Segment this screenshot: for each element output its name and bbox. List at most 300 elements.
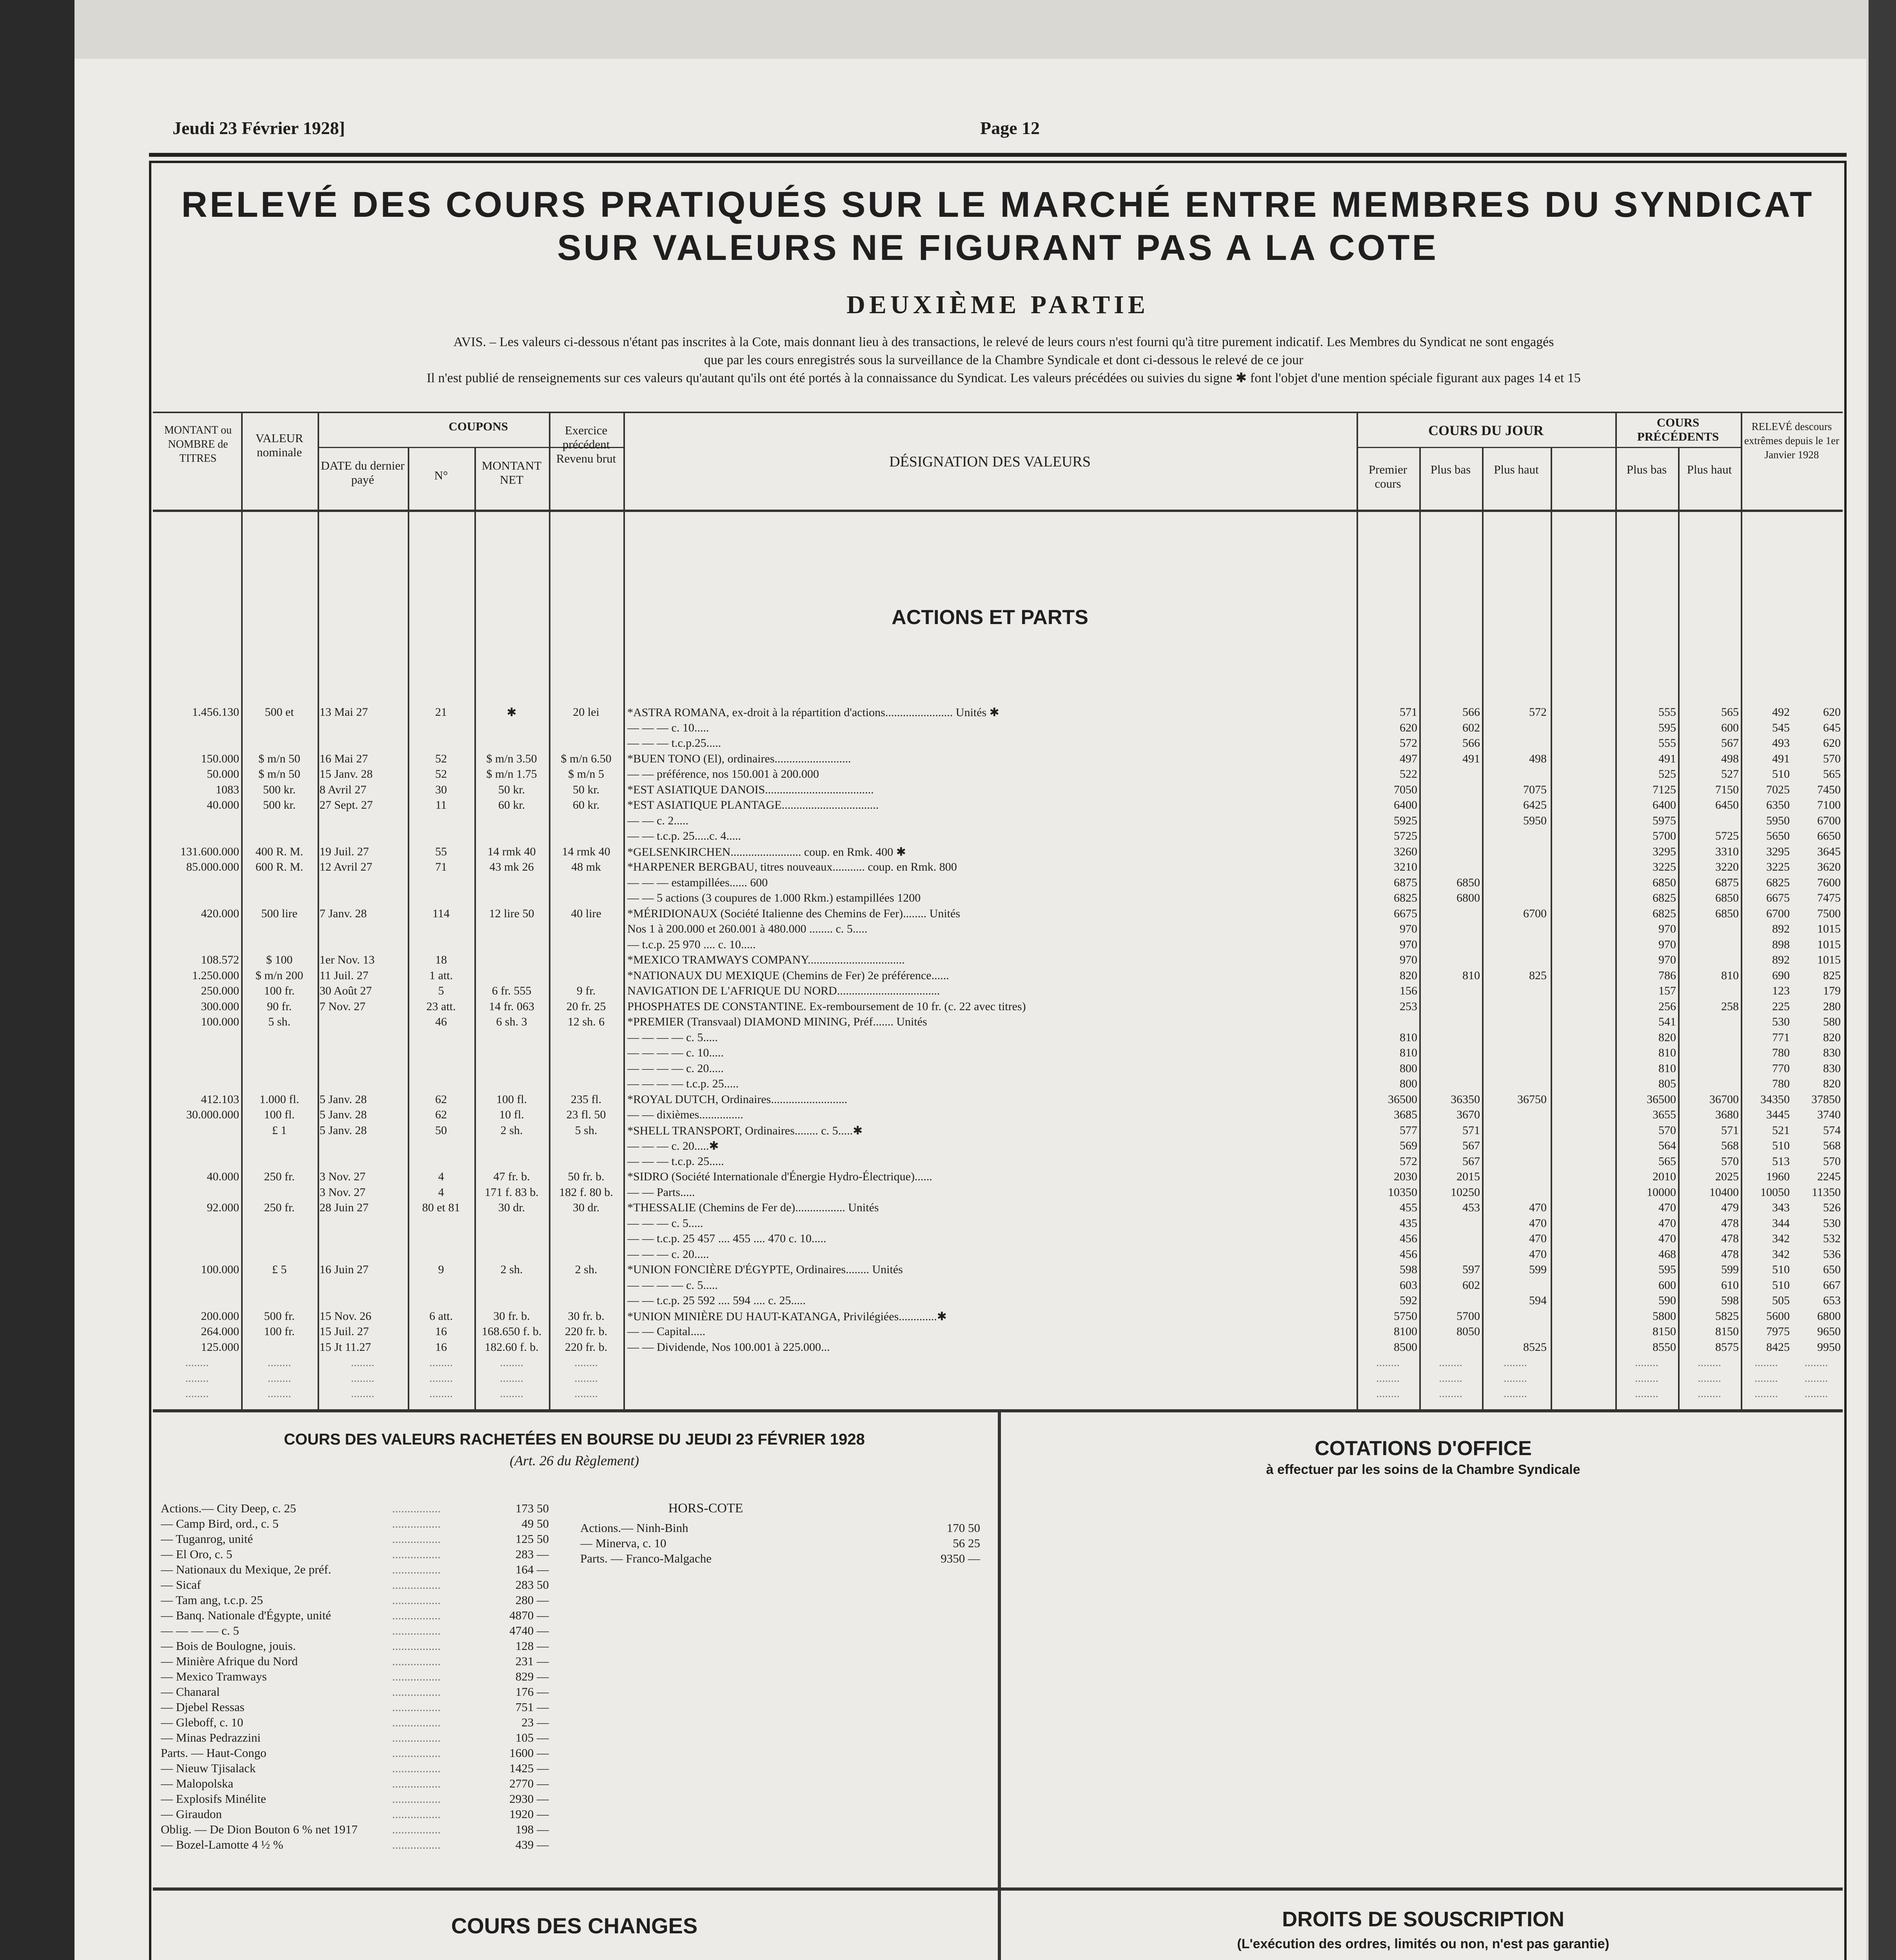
cell-releve-haut: 9950 bbox=[1817, 1340, 1841, 1354]
cell-filler: ........ bbox=[351, 1387, 374, 1400]
col-rule bbox=[318, 412, 319, 1409]
cell-designation: *GELSENKIRCHEN........................ coup. en Rmk. 400 ✱ bbox=[627, 845, 906, 858]
cell-plus-bas: 8050 bbox=[1457, 1325, 1480, 1338]
cell-plus-bas: 3670 bbox=[1457, 1108, 1480, 1121]
rachetee-name: — Banq. Nationale d'Égypte, unité bbox=[161, 1608, 331, 1622]
cell-plus-bas: 810 bbox=[1462, 969, 1480, 982]
cell-prec-bas: 6825 bbox=[1653, 907, 1676, 920]
cell-no: 23 att. bbox=[426, 1000, 456, 1013]
cell-releve-haut: 1015 bbox=[1817, 922, 1841, 935]
cell-designation: — — — c. 20.....✱ bbox=[627, 1140, 719, 1152]
cell-prec-bas: 810 bbox=[1658, 1046, 1676, 1059]
cell-date: 15 Nov. 26 bbox=[320, 1309, 372, 1323]
rachetee-dots: ................ bbox=[392, 1517, 441, 1530]
rachetee-value: 164 — bbox=[515, 1563, 549, 1576]
cell-prec-haut: 6850 bbox=[1715, 907, 1739, 920]
rachetee-value: 283 50 bbox=[515, 1578, 549, 1592]
cell-exercice: 14 rmk 40 bbox=[562, 845, 610, 858]
cell-releve-haut: 7500 bbox=[1817, 907, 1841, 920]
cell-plus-haut: 470 bbox=[1529, 1216, 1547, 1230]
cell-filler: ........ bbox=[1376, 1356, 1400, 1369]
header-rule bbox=[149, 153, 1847, 157]
rachetee-dots: ................ bbox=[392, 1822, 441, 1836]
cell-prec-bas: 470 bbox=[1658, 1201, 1676, 1214]
cell-releve-bas: 521 bbox=[1772, 1123, 1790, 1137]
cell-plus-bas: 571 bbox=[1462, 1123, 1480, 1137]
rachetee-name: — Minière Afrique du Nord bbox=[161, 1654, 298, 1668]
cell-releve-haut: 830 bbox=[1823, 1046, 1841, 1059]
cell-plus-haut: 6425 bbox=[1523, 799, 1547, 811]
cell-filler: ........ bbox=[1635, 1371, 1658, 1385]
cell-valeur: 400 R. M. bbox=[255, 845, 303, 858]
cell-releve-haut: 568 bbox=[1823, 1139, 1841, 1152]
cell-montant: 1.456.130 bbox=[192, 706, 239, 719]
cell-filler: ........ bbox=[351, 1356, 374, 1369]
cell-prec-haut: 10400 bbox=[1709, 1185, 1739, 1199]
cell-plus-bas: 36350 bbox=[1451, 1093, 1480, 1106]
cell-date: 13 Mai 27 bbox=[320, 706, 368, 719]
table-rule bbox=[153, 510, 1843, 512]
cell-exercice: 12 sh. 6 bbox=[567, 1015, 605, 1028]
cell-date: 30 Août 27 bbox=[320, 984, 372, 997]
cell-montant: 40.000 bbox=[207, 799, 239, 811]
changes-title: COURS DES CHANGES bbox=[451, 1913, 698, 1938]
rachetee-name: — Gleboff, c. 10 bbox=[161, 1715, 243, 1729]
cell-releve-bas: 6350 bbox=[1766, 799, 1790, 811]
hors-cote-name: — Minerva, c. 10 bbox=[580, 1536, 667, 1550]
cell-releve-bas: 3225 bbox=[1766, 860, 1790, 873]
cell-releve-haut: 830 bbox=[1823, 1062, 1841, 1075]
cell-montant-net: 14 rmk 40 bbox=[487, 845, 536, 858]
col-rule bbox=[1482, 447, 1484, 1409]
cell-plus-haut: 594 bbox=[1529, 1294, 1547, 1307]
cell-no: 50 bbox=[435, 1123, 447, 1137]
cell-premier: 3210 bbox=[1394, 860, 1417, 873]
cell-plus-haut: 470 bbox=[1529, 1232, 1547, 1245]
cell-prec-haut: 810 bbox=[1721, 969, 1739, 982]
cell-exercice: 50 fr. b. bbox=[568, 1170, 605, 1183]
cell-prec-bas: 786 bbox=[1658, 969, 1676, 982]
cell-montant: 420.000 bbox=[201, 907, 239, 920]
cell-premier: 820 bbox=[1400, 969, 1417, 982]
cell-prec-bas: 555 bbox=[1658, 706, 1676, 719]
cell-releve-haut: 7475 bbox=[1817, 891, 1841, 904]
cell-montant-net: 47 fr. b. bbox=[493, 1170, 530, 1183]
cell-prec-bas: 6850 bbox=[1653, 876, 1676, 889]
cell-valeur: 1.000 fl. bbox=[260, 1093, 299, 1106]
cell-premier: 3260 bbox=[1394, 845, 1417, 858]
cotations-title: COTATIONS D'OFFICE bbox=[1315, 1437, 1532, 1460]
cell-plus-bas: 10250 bbox=[1451, 1185, 1480, 1199]
cell-premier: 6675 bbox=[1394, 907, 1417, 920]
cell-designation: *BUEN TONO (El), ordinaires.......................... bbox=[627, 752, 851, 765]
rachetee-dots: ................ bbox=[392, 1761, 441, 1775]
cell-designation: — — c. 2..... bbox=[627, 814, 688, 827]
cell-prec-bas: 468 bbox=[1658, 1247, 1676, 1261]
cell-montant-net: 168.650 f. b. bbox=[481, 1325, 542, 1338]
cell-montant-net: 2 sh. bbox=[500, 1123, 523, 1137]
cell-plus-haut: 7075 bbox=[1523, 783, 1547, 796]
cell-designation: — — Parts..... bbox=[627, 1185, 695, 1199]
rachetee-dots: ................ bbox=[392, 1807, 441, 1821]
cell-plus-haut: 498 bbox=[1529, 752, 1547, 765]
cell-prec-bas: 570 bbox=[1658, 1123, 1676, 1137]
col-rule bbox=[623, 412, 625, 1409]
cell-premier: 2030 bbox=[1394, 1170, 1417, 1183]
notice-line: Il n'est publié de renseignements sur ces valeurs qu'autant qu'ils ont été portés à la connaissance du Syndicat. Les valeurs précédées ou suivies du signe ✱ font l'objet d'une mention spéciale figurant aux pages 14 et 15 bbox=[427, 371, 1581, 385]
cell-premier: 970 bbox=[1400, 938, 1417, 951]
cell-valeur: 500 kr. bbox=[263, 799, 296, 811]
cell-releve-bas: 530 bbox=[1772, 1015, 1790, 1028]
cell-releve-haut: 565 bbox=[1823, 768, 1841, 780]
cell-montant: 300.000 bbox=[201, 1000, 239, 1013]
cell-filler: ........ bbox=[1804, 1387, 1828, 1400]
cell-plus-bas: 567 bbox=[1462, 1154, 1480, 1168]
cell-prec-bas: 595 bbox=[1658, 1263, 1676, 1276]
cell-releve-bas: 491 bbox=[1772, 752, 1790, 765]
cell-prec-bas: 3295 bbox=[1653, 845, 1676, 858]
cell-releve-bas: 510 bbox=[1772, 1278, 1790, 1292]
page-title-line2: SUR VALEURS NE FIGURANT PAS A LA COTE bbox=[557, 228, 1438, 268]
cell-prec-bas: 810 bbox=[1658, 1062, 1676, 1075]
header-page-number: Page 12 bbox=[980, 118, 1040, 138]
cell-premier: 8100 bbox=[1394, 1325, 1417, 1338]
rachetee-value: 751 — bbox=[515, 1700, 549, 1714]
rachetee-dots: ................ bbox=[392, 1532, 441, 1546]
cell-exercice: 20 lei bbox=[573, 706, 599, 719]
col-rule bbox=[1741, 412, 1742, 1409]
cell-valeur: $ m/n 200 bbox=[255, 969, 303, 982]
cell-releve-haut: 3740 bbox=[1817, 1108, 1841, 1121]
cell-designation: — — — c. 10..... bbox=[627, 721, 709, 734]
cell-montant-net: 43 mk 26 bbox=[489, 860, 534, 873]
header-montant: MONTANT ou NOMBRE de TITRES bbox=[164, 424, 232, 465]
rachetee-name: — Tuganrog, unité bbox=[161, 1532, 253, 1546]
cell-prec-haut: 5825 bbox=[1715, 1309, 1739, 1323]
cell-releve-haut: 536 bbox=[1823, 1247, 1841, 1261]
cell-montant-net: $ m/n 1.75 bbox=[486, 768, 537, 780]
cell-filler: ........ bbox=[1439, 1371, 1462, 1385]
cell-filler: ........ bbox=[429, 1387, 453, 1400]
cell-date: 11 Juil. 27 bbox=[320, 969, 369, 982]
rachetee-name: — Minas Pedrazzini bbox=[161, 1731, 261, 1744]
header-releve: RELEVÉ descours extrêmes depuis le 1er Janvier 1928 bbox=[1744, 421, 1840, 461]
cell-exercice: 235 fl. bbox=[570, 1093, 602, 1106]
cell-releve-bas: 690 bbox=[1772, 969, 1790, 982]
cell-premier: 455 bbox=[1400, 1201, 1417, 1214]
cell-releve-bas: 3445 bbox=[1766, 1108, 1790, 1121]
cell-designation: *THESSALIE (Chemins de Fer de)................. Unités bbox=[627, 1201, 879, 1214]
cell-designation: — — t.c.p. 25 457 .... 455 .... 470 c. 10..... bbox=[627, 1232, 826, 1245]
rachetee-name: — Tam ang, t.c.p. 25 bbox=[161, 1593, 263, 1607]
cell-exercice: 48 mk bbox=[571, 860, 601, 873]
header-no: N° bbox=[434, 468, 448, 482]
cell-date: 16 Juin 27 bbox=[320, 1263, 369, 1276]
cell-no: 55 bbox=[435, 845, 447, 858]
cell-plus-haut: 825 bbox=[1529, 969, 1547, 982]
cell-prec-haut: 598 bbox=[1721, 1294, 1739, 1307]
cell-plus-haut: 599 bbox=[1529, 1263, 1547, 1276]
cell-prec-haut: 7150 bbox=[1715, 783, 1739, 796]
header-exercice: Exercice précédent Revenu brut bbox=[556, 423, 616, 465]
cell-designation: — — t.c.p. 25 592 .... 594 .... c. 25..... bbox=[627, 1294, 806, 1307]
cell-premier: 3685 bbox=[1394, 1108, 1417, 1121]
rachetee-dots: ................ bbox=[392, 1578, 441, 1592]
cell-valeur: 100 fr. bbox=[264, 1325, 295, 1338]
header-montant-net: MONTANT NET bbox=[481, 459, 542, 486]
cell-date: 15 Jt 11.27 bbox=[320, 1340, 371, 1354]
cell-valeur: $ m/n 50 bbox=[258, 752, 300, 765]
cell-plus-bas: 566 bbox=[1462, 737, 1480, 750]
rachetee-name: — — — — c. 5 bbox=[161, 1624, 239, 1637]
cell-releve-haut: 1015 bbox=[1817, 938, 1841, 951]
cell-prec-bas: 525 bbox=[1658, 768, 1676, 780]
cell-designation: *UNION MINIÈRE DU HAUT-KATANGA, Privilégiées.............✱ bbox=[627, 1310, 947, 1323]
cell-prec-haut: 8575 bbox=[1715, 1340, 1739, 1354]
cell-filler: ........ bbox=[500, 1356, 523, 1369]
cell-valeur: $ m/n 50 bbox=[258, 768, 300, 780]
cell-no: 21 bbox=[435, 706, 447, 719]
cell-valeur: 5 sh. bbox=[268, 1015, 291, 1028]
cell-filler: ........ bbox=[1635, 1356, 1658, 1369]
cell-plus-bas: 597 bbox=[1462, 1263, 1480, 1276]
cell-filler: ........ bbox=[574, 1387, 598, 1400]
cell-date: 19 Juil. 27 bbox=[320, 845, 369, 858]
cell-premier: 810 bbox=[1400, 1046, 1417, 1059]
cell-exercice: 60 kr. bbox=[572, 799, 600, 811]
rachetee-name: — Sicaf bbox=[161, 1578, 201, 1592]
cell-montant: 412.103 bbox=[201, 1093, 239, 1106]
cell-releve-bas: 493 bbox=[1772, 737, 1790, 750]
cell-plus-haut: 36750 bbox=[1517, 1093, 1547, 1106]
cell-prec-bas: 555 bbox=[1658, 737, 1676, 750]
cell-premier: 970 bbox=[1400, 922, 1417, 935]
header-designation: DÉSIGNATION DES VALEURS bbox=[889, 454, 1091, 470]
cell-prec-bas: 3655 bbox=[1653, 1108, 1676, 1121]
cell-premier: 572 bbox=[1400, 1154, 1417, 1168]
cell-prec-bas: 820 bbox=[1658, 1031, 1676, 1044]
cell-prec-bas: 157 bbox=[1658, 984, 1676, 997]
rachetee-dots: ................ bbox=[392, 1715, 441, 1729]
cell-plus-haut: 8525 bbox=[1523, 1340, 1547, 1354]
cell-designation: PHOSPHATES DE CONSTANTINE. Ex-remboursement de 10 fr. (c. 22 avec titres) bbox=[627, 1000, 1026, 1013]
hors-cote-value: 56 25 bbox=[953, 1536, 980, 1550]
actions-section-title: ACTIONS ET PARTS bbox=[892, 606, 1088, 629]
cell-montant-net: 30 dr. bbox=[498, 1201, 525, 1214]
cell-valeur: 500 kr. bbox=[263, 783, 296, 796]
cell-prec-bas: 3225 bbox=[1653, 860, 1676, 873]
cell-montant: 1.250.000 bbox=[192, 969, 239, 982]
cell-premier: 572 bbox=[1400, 737, 1417, 750]
cell-designation: — — — — c. 5..... bbox=[627, 1031, 718, 1044]
cell-releve-haut: 1015 bbox=[1817, 953, 1841, 966]
cell-premier: 10350 bbox=[1388, 1185, 1417, 1199]
cell-prec-bas: 970 bbox=[1658, 938, 1676, 951]
cell-date: 15 Juil. 27 bbox=[320, 1325, 369, 1338]
cell-date: 7 Nov. 27 bbox=[320, 1000, 366, 1013]
cell-valeur: 250 fr. bbox=[264, 1201, 295, 1214]
cell-releve-bas: 770 bbox=[1772, 1062, 1790, 1075]
cell-releve-haut: 11350 bbox=[1812, 1185, 1841, 1199]
cell-releve-haut: 7600 bbox=[1817, 876, 1841, 889]
rachetee-dots: ................ bbox=[392, 1838, 441, 1851]
cell-valeur: 500 lire bbox=[261, 907, 298, 920]
cell-releve-haut: 574 bbox=[1823, 1123, 1841, 1137]
cell-releve-haut: 6800 bbox=[1817, 1309, 1841, 1323]
cell-exercice: 40 lire bbox=[571, 907, 601, 920]
cell-releve-bas: 513 bbox=[1772, 1154, 1790, 1168]
cell-releve-haut: 3645 bbox=[1817, 845, 1841, 858]
header-premier: Premier cours bbox=[1368, 463, 1407, 490]
cell-releve-haut: 820 bbox=[1823, 1077, 1841, 1090]
cell-prec-haut: 3680 bbox=[1715, 1108, 1739, 1121]
cell-designation: *SHELL TRANSPORT, Ordinaires........ c. 5.....✱ bbox=[627, 1124, 863, 1137]
rachetee-name: — Mexico Tramways bbox=[161, 1670, 267, 1683]
cell-filler: ........ bbox=[185, 1371, 209, 1385]
cell-prec-bas: 2010 bbox=[1653, 1170, 1676, 1183]
rachetee-value: 23 — bbox=[521, 1715, 549, 1729]
cell-no: 71 bbox=[435, 860, 447, 873]
rachetee-dots: ................ bbox=[392, 1654, 441, 1668]
rachetee-value: 231 — bbox=[515, 1654, 549, 1668]
cell-designation: NAVIGATION DE L'AFRIQUE DU NORD................................... bbox=[627, 984, 940, 997]
cell-exercice: 2 sh. bbox=[575, 1263, 597, 1276]
cell-montant-net: 50 kr. bbox=[498, 783, 525, 796]
cell-filler: ........ bbox=[351, 1371, 374, 1385]
cell-premier: 970 bbox=[1400, 953, 1417, 966]
rachetee-dots: ................ bbox=[392, 1670, 441, 1683]
cell-releve-bas: 510 bbox=[1772, 768, 1790, 780]
cell-prec-bas: 36500 bbox=[1647, 1093, 1676, 1106]
cell-filler: ........ bbox=[574, 1371, 598, 1385]
cell-releve-bas: 3295 bbox=[1766, 845, 1790, 858]
cell-no: 16 bbox=[435, 1340, 447, 1354]
cell-valeur: 90 fr. bbox=[267, 1000, 292, 1013]
cell-exercice: 30 fr. b. bbox=[568, 1309, 605, 1323]
cell-prec-haut: 567 bbox=[1721, 737, 1739, 750]
cell-premier: 5750 bbox=[1394, 1309, 1417, 1323]
cell-designation: *NATIONAUX DU MEXIQUE (Chemins de Fer) 2e préférence...... bbox=[627, 969, 949, 982]
rachetee-dots: ................ bbox=[392, 1624, 441, 1637]
cell-releve-bas: 771 bbox=[1772, 1031, 1790, 1044]
col-rule bbox=[1551, 447, 1552, 1409]
cell-premier: 5925 bbox=[1394, 814, 1417, 827]
part-title: DEUXIÈME PARTIE bbox=[846, 290, 1149, 319]
rachetee-dots: ................ bbox=[392, 1700, 441, 1714]
cell-premier: 800 bbox=[1400, 1062, 1417, 1075]
cell-no: 4 bbox=[438, 1170, 444, 1183]
cell-exercice: 50 kr. bbox=[572, 783, 600, 796]
rachetee-value: 2930 — bbox=[509, 1792, 549, 1806]
cell-no: 9 bbox=[438, 1263, 444, 1276]
rachetee-name: — Djebel Ressas bbox=[161, 1700, 245, 1714]
cell-designation: — — — — c. 10..... bbox=[627, 1046, 724, 1059]
col-rule bbox=[1419, 447, 1421, 1409]
cell-premier: 5725 bbox=[1394, 829, 1417, 842]
cell-premier: 435 bbox=[1400, 1216, 1417, 1230]
cell-releve-haut: 2245 bbox=[1817, 1170, 1841, 1183]
section-divider bbox=[998, 1412, 1001, 1960]
cell-montant-net: 100 fl. bbox=[496, 1093, 527, 1106]
cell-no: 80 et 81 bbox=[422, 1201, 460, 1214]
rachetee-dots: ................ bbox=[392, 1563, 441, 1576]
hors-cote-value: 170 50 bbox=[946, 1521, 980, 1535]
cell-montant-net: 30 fr. b. bbox=[493, 1309, 530, 1323]
cell-plus-bas: 567 bbox=[1462, 1139, 1480, 1152]
cell-valeur: 100 fl. bbox=[264, 1108, 295, 1121]
col-rule bbox=[1357, 412, 1358, 1409]
cell-exercice: 182 f. 80 b. bbox=[559, 1185, 613, 1199]
cell-premier: 497 bbox=[1400, 752, 1417, 765]
cell-valeur: £ 5 bbox=[272, 1263, 287, 1276]
header-plus-haut: Plus haut bbox=[1494, 463, 1539, 476]
cell-releve-bas: 5600 bbox=[1766, 1309, 1790, 1323]
cell-prec-bas: 5700 bbox=[1653, 829, 1676, 842]
cell-prec-bas: 595 bbox=[1658, 721, 1676, 734]
cell-plus-haut: 6700 bbox=[1523, 907, 1547, 920]
cell-montant-net: 6 sh. 3 bbox=[496, 1015, 527, 1028]
cell-filler: ........ bbox=[500, 1387, 523, 1400]
table-rule bbox=[1357, 447, 1741, 448]
cell-designation: — — préférence, nos 150.001 à 200.000 bbox=[627, 768, 819, 780]
cell-releve-haut: 7100 bbox=[1817, 799, 1841, 811]
cell-designation: — — — — c. 20..... bbox=[627, 1062, 724, 1075]
cell-prec-bas: 970 bbox=[1658, 953, 1676, 966]
cell-premier: 456 bbox=[1400, 1232, 1417, 1245]
cell-releve-haut: 653 bbox=[1823, 1294, 1841, 1307]
hors-cote-title: HORS-COTE bbox=[668, 1501, 743, 1515]
cell-premier: 571 bbox=[1400, 706, 1417, 719]
cell-no: 5 bbox=[438, 984, 444, 997]
cell-prec-bas: 565 bbox=[1658, 1154, 1676, 1168]
cell-releve-haut: 650 bbox=[1823, 1263, 1841, 1276]
cell-prec-haut: 2025 bbox=[1715, 1170, 1739, 1183]
scan-border-left bbox=[0, 0, 74, 1960]
cell-prec-bas: 6825 bbox=[1653, 891, 1676, 904]
cell-montant: 40.000 bbox=[207, 1170, 239, 1183]
cell-no: 52 bbox=[435, 752, 447, 765]
cell-montant: 264.000 bbox=[201, 1325, 239, 1338]
cell-no: 11 bbox=[435, 799, 447, 811]
cell-filler: ........ bbox=[1754, 1387, 1778, 1400]
cell-designation: — — Capital..... bbox=[627, 1325, 706, 1338]
cell-no: 4 bbox=[438, 1185, 444, 1199]
cell-releve-haut: 6700 bbox=[1817, 814, 1841, 827]
cell-montant: 131.600.000 bbox=[180, 845, 239, 858]
cell-filler: ........ bbox=[574, 1356, 598, 1369]
cell-exercice: 23 fl. 50 bbox=[566, 1108, 606, 1121]
cell-prec-bas: 5975 bbox=[1653, 814, 1676, 827]
cell-date: 5 Janv. 28 bbox=[320, 1093, 367, 1106]
rachetee-dots: ................ bbox=[392, 1731, 441, 1744]
cell-releve-haut: 620 bbox=[1823, 706, 1841, 719]
cell-releve-bas: 5650 bbox=[1766, 829, 1790, 842]
cell-releve-bas: 898 bbox=[1772, 938, 1790, 951]
cell-premier: 6400 bbox=[1394, 799, 1417, 811]
cell-valeur: £ 1 bbox=[272, 1123, 287, 1137]
cell-date: 3 Nov. 27 bbox=[320, 1185, 366, 1199]
cell-no: 46 bbox=[435, 1015, 447, 1028]
cell-releve-bas: 780 bbox=[1772, 1077, 1790, 1090]
cell-plus-bas: 5700 bbox=[1457, 1309, 1480, 1323]
rachetee-dots: ................ bbox=[392, 1639, 441, 1653]
cell-premier: 7050 bbox=[1394, 783, 1417, 796]
cell-releve-bas: 225 bbox=[1772, 1000, 1790, 1013]
cell-designation: *ROYAL DUTCH, Ordinaires.......................... bbox=[627, 1093, 848, 1106]
cell-premier: 156 bbox=[1400, 984, 1417, 997]
cell-releve-bas: 1960 bbox=[1766, 1170, 1790, 1183]
cell-designation: *MEXICO TRAMWAYS COMPANY................................. bbox=[627, 953, 905, 966]
